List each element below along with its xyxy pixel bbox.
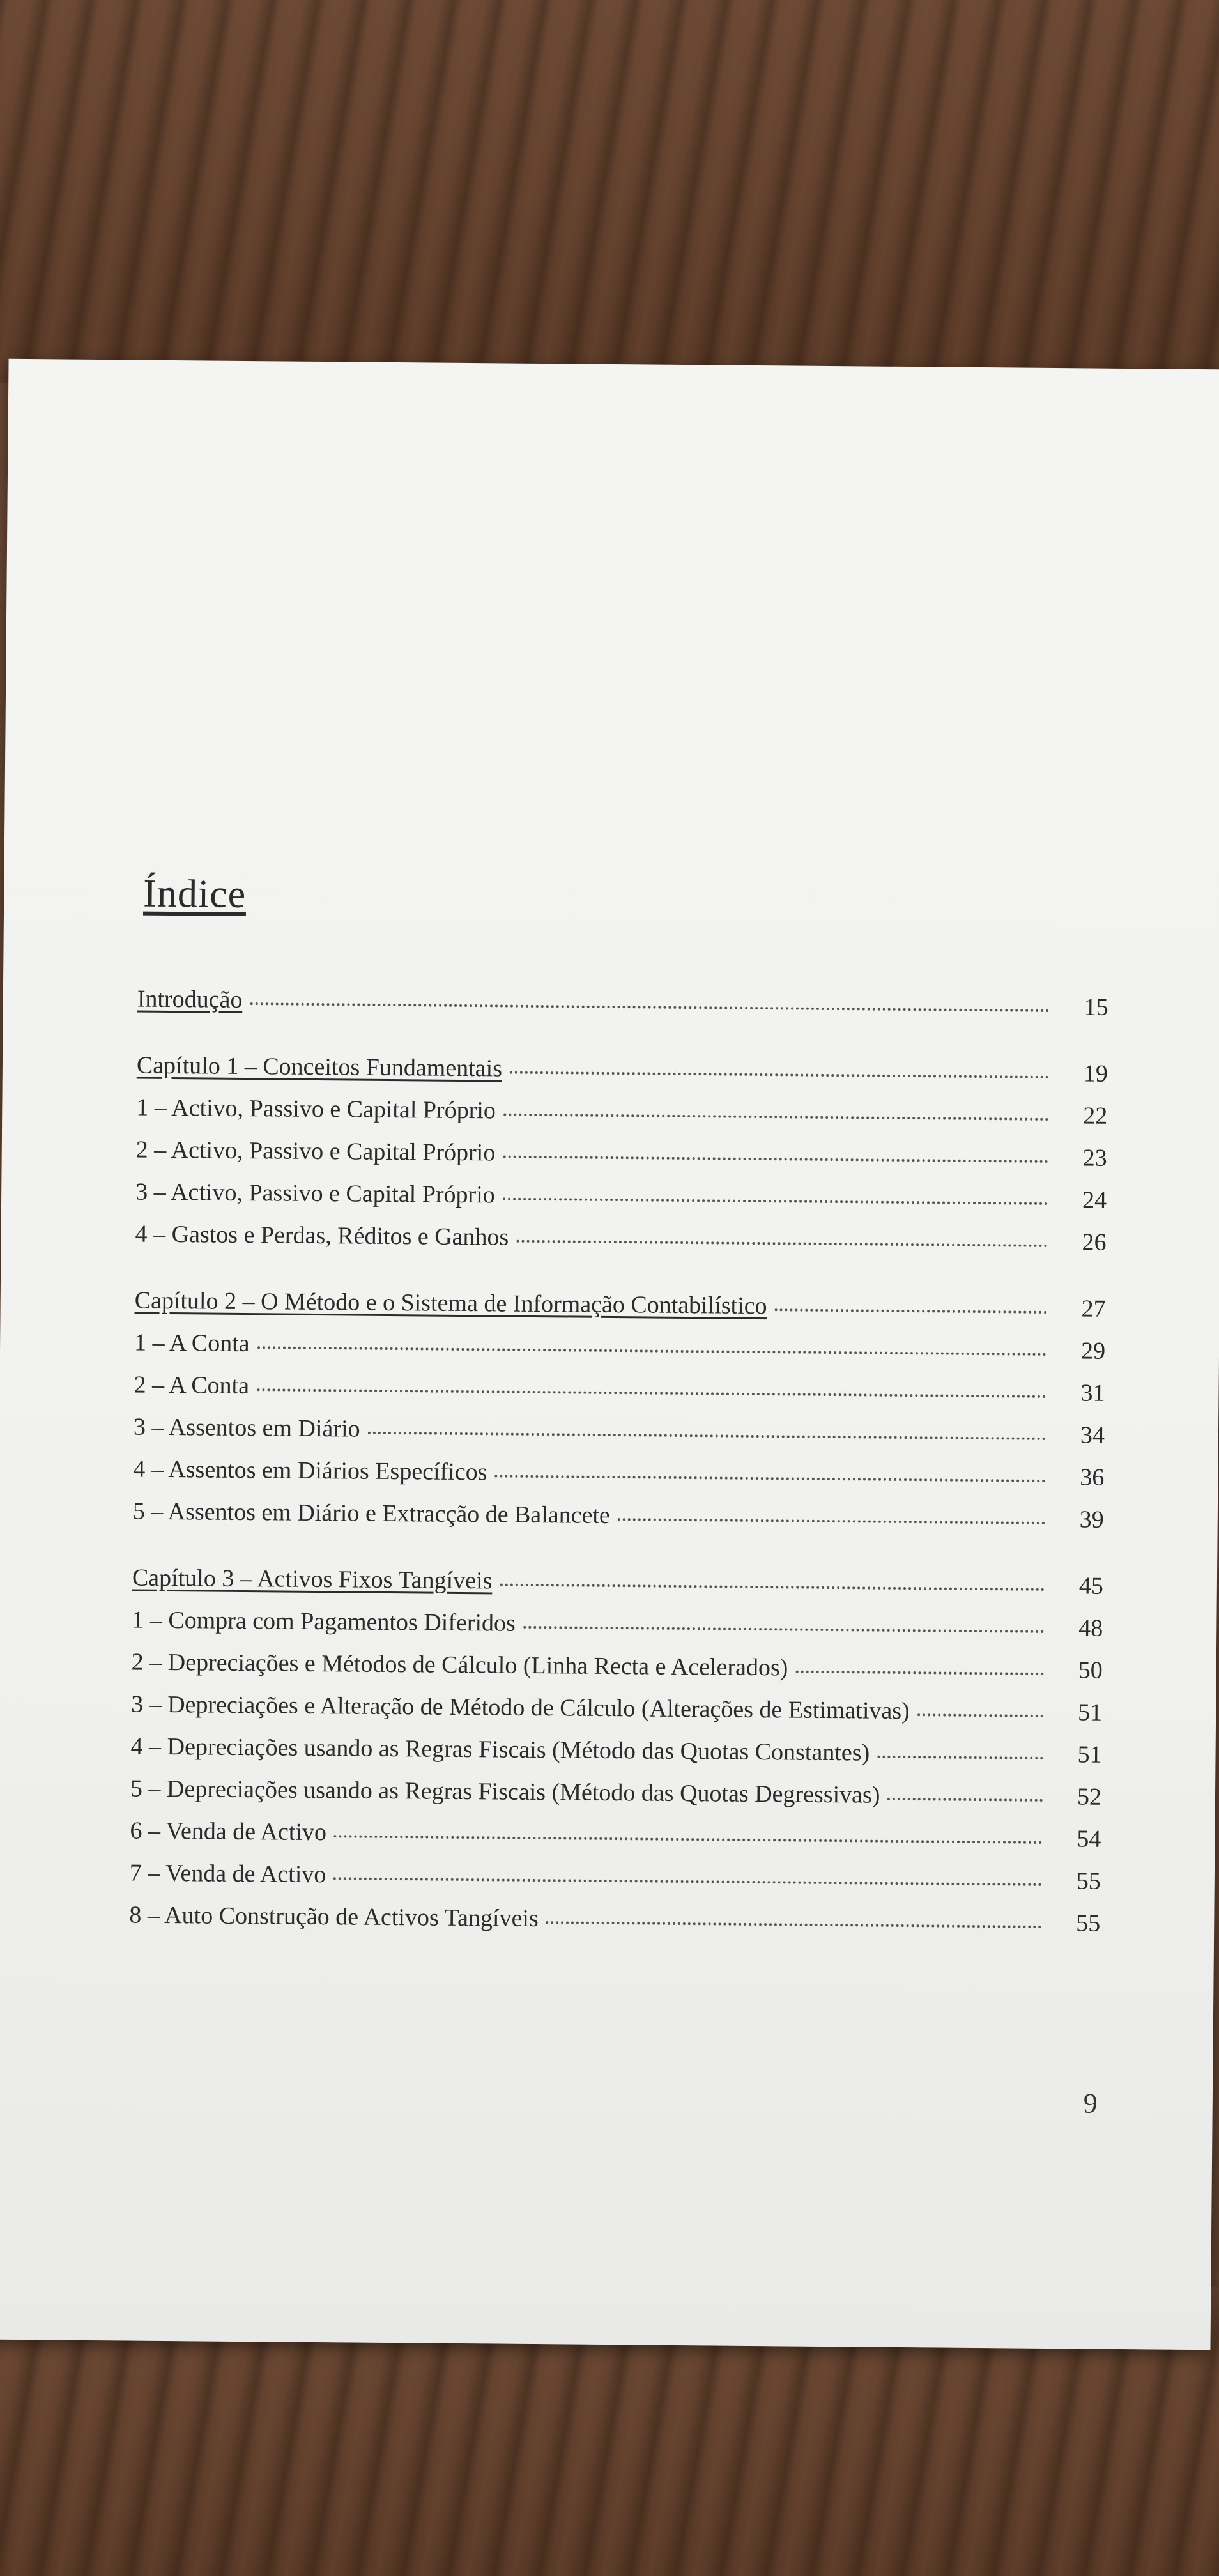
toc-entry-page: 15 <box>1084 993 1108 1021</box>
dot-leader <box>516 1240 1047 1247</box>
toc-entry-page: 31 <box>1080 1379 1105 1407</box>
dot-leader <box>618 1518 1045 1524</box>
toc-entry <box>129 1903 1101 1953</box>
dot-leader <box>795 1671 1043 1675</box>
toc-entry-label: 4 – Depreciações usando as Regras Fiscais (Método das Quotas Constantes) <box>130 1733 870 1767</box>
toc-entry-page: 24 <box>1082 1186 1107 1214</box>
dot-leader <box>510 1071 1049 1078</box>
toc-entry-label: 1 – A Conta <box>134 1329 250 1358</box>
toc-entry-page: 36 <box>1080 1464 1105 1491</box>
toc-entry-label: 1 – Compra com Pagamentos Diferidos <box>132 1606 516 1637</box>
toc-entry-label: 4 – Assentos em Diários Específicos <box>133 1455 487 1486</box>
toc-entry-page: 48 <box>1078 1614 1103 1642</box>
dot-leader <box>334 1877 1042 1886</box>
toc-entry-label: 2 – A Conta <box>134 1371 250 1400</box>
toc-entry-page: 54 <box>1077 1825 1101 1853</box>
toc-entry-page: 27 <box>1081 1295 1106 1322</box>
toc-entry-label: 2 – Activo, Passivo e Capital Próprio <box>135 1136 496 1167</box>
dot-leader <box>503 1198 1048 1205</box>
toc-entry-label: 8 – Auto Construção de Activos Tangíveis <box>129 1901 539 1933</box>
dot-leader <box>257 1346 1046 1356</box>
toc-entry-label: 1 – Activo, Passivo e Capital Próprio <box>136 1094 496 1124</box>
book-page <box>0 359 1219 2350</box>
dot-leader <box>368 1432 1046 1440</box>
dot-leader <box>546 1921 1042 1928</box>
dot-leader <box>250 1002 1049 1012</box>
dot-leader <box>877 1756 1043 1759</box>
toc-entry-label: 3 – Depreciações e Alteração de Método de Cálculo (Alterações de Estimativas) <box>131 1690 910 1725</box>
dot-leader <box>523 1626 1044 1633</box>
wood-background-top <box>0 0 1219 383</box>
toc-entry-label: 3 – Assentos em Diário <box>133 1413 360 1443</box>
toc-entry-label: 2 – Depreciações e Métodos de Cálculo (Linha Recta e Acelerados) <box>131 1648 788 1682</box>
toc-list <box>129 987 1108 1954</box>
toc-entry-page: 52 <box>1077 1783 1102 1811</box>
toc-entry-page: 26 <box>1082 1229 1107 1256</box>
toc-entry-page: 51 <box>1077 1699 1103 1726</box>
toc-entry-page: 23 <box>1082 1144 1107 1172</box>
toc-entry-label: 3 – Activo, Passivo e Capital Próprio <box>135 1178 495 1209</box>
toc-entry-page: 50 <box>1078 1657 1103 1684</box>
dot-leader <box>503 1156 1048 1163</box>
toc-entry-label: 6 – Venda de Activo <box>130 1817 327 1846</box>
dot-leader <box>887 1798 1043 1802</box>
toc-entry-page: 19 <box>1083 1060 1108 1087</box>
toc-entry-page: 34 <box>1080 1422 1105 1449</box>
table-of-contents <box>129 871 1110 1954</box>
toc-entry-label: Capítulo 2 – O Método e o Sistema de Informação Contabilístico <box>134 1287 767 1320</box>
dot-leader <box>334 1835 1043 1844</box>
toc-entry-label: 4 – Gastos e Perdas, Réditos e Ganhos <box>135 1220 509 1251</box>
toc-entry-page: 39 <box>1079 1506 1104 1533</box>
toc-entry-label: Capítulo 1 – Conceitos Fundamentais <box>136 1052 503 1082</box>
toc-entry-page: 45 <box>1078 1572 1104 1600</box>
dot-leader <box>257 1388 1046 1398</box>
toc-entry-page: 55 <box>1076 1910 1101 1937</box>
toc-entry-page: 22 <box>1083 1102 1108 1130</box>
toc-entry-label: Capítulo 3 – Activos Fixos Tangíveis <box>132 1564 493 1595</box>
page-title: Índice <box>142 871 247 917</box>
toc-entry-page: 55 <box>1076 1867 1101 1895</box>
dot-leader <box>503 1114 1048 1121</box>
dot-leader <box>500 1584 1045 1591</box>
toc-entry-label: Introdução <box>137 985 243 1013</box>
toc-entry-label: 5 – Depreciações usando as Regras Fiscais (Método das Quotas Degressivas) <box>130 1775 880 1809</box>
toc-entry-page: 29 <box>1080 1337 1106 1365</box>
dot-leader <box>775 1308 1047 1314</box>
page-number: 9 <box>1083 2087 1098 2119</box>
toc-entry-page: 51 <box>1077 1741 1102 1768</box>
dot-leader <box>494 1475 1045 1482</box>
toc-entry-label: 7 – Venda de Activo <box>129 1859 326 1889</box>
dot-leader <box>917 1713 1043 1717</box>
toc-entry-label: 5 – Assentos em Diário e Extracção de Balancete <box>132 1498 611 1529</box>
